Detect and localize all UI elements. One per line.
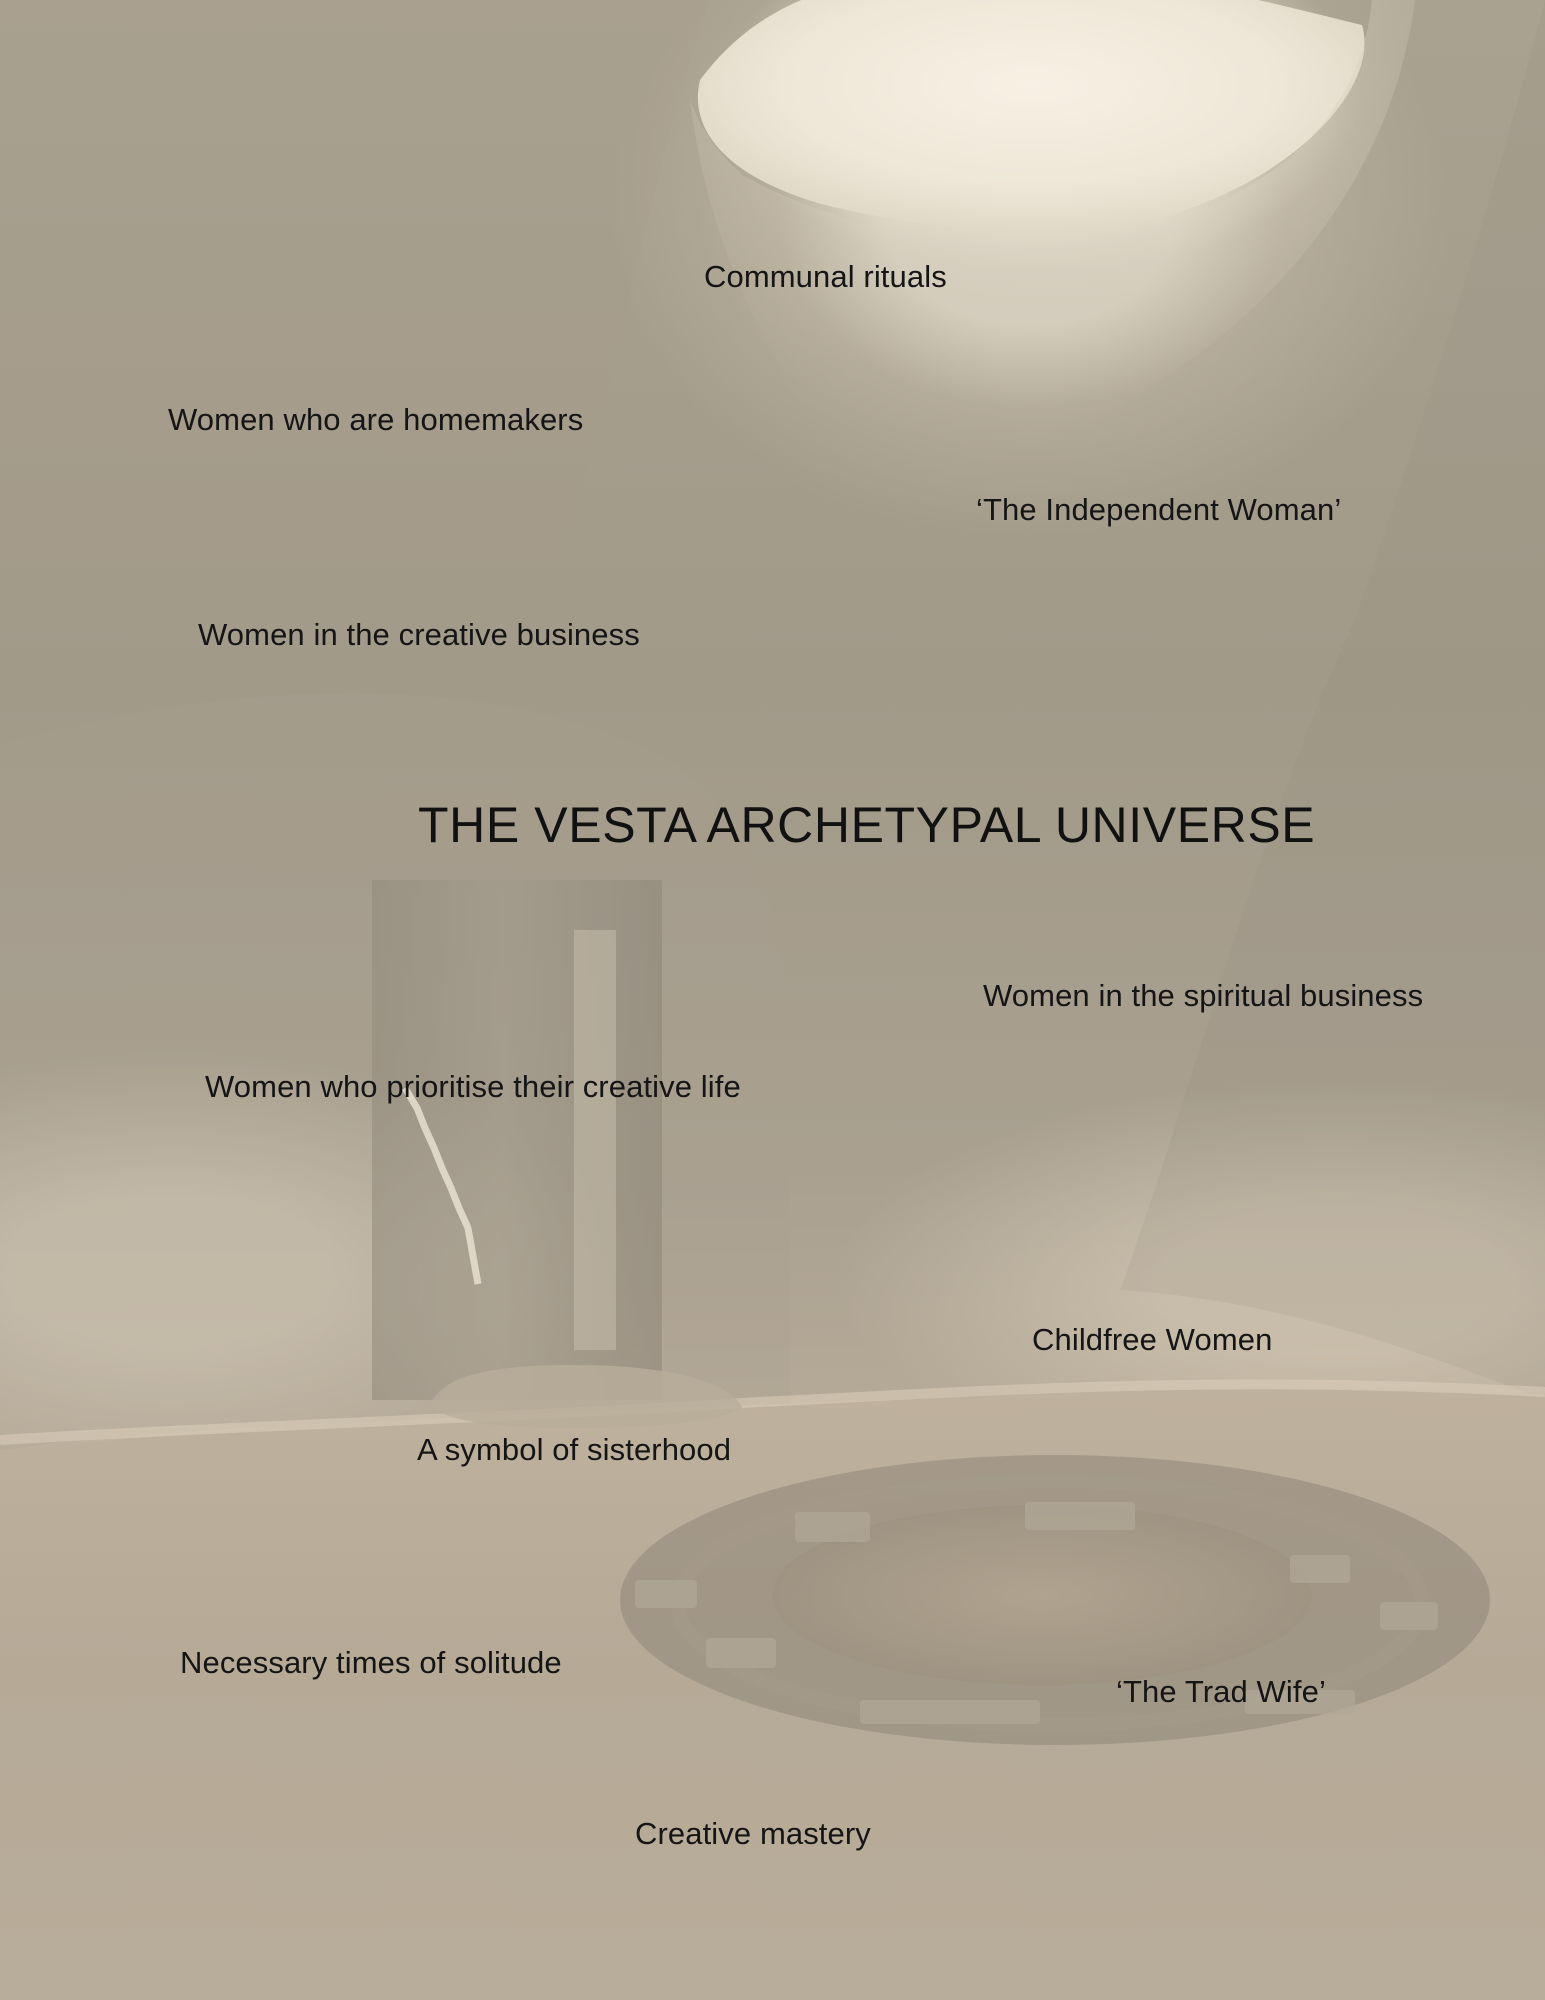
creative-mastery-label: Creative mastery (635, 1816, 871, 1851)
doorway (372, 880, 662, 1400)
sisterhood-label: A symbol of sisterhood (417, 1432, 732, 1467)
independent-woman-label: ‘The Independent Woman’ (976, 492, 1342, 527)
spiritual-business-label: Women in the spiritual business (983, 978, 1424, 1013)
homemakers-label: Women who are homemakers (168, 402, 584, 437)
trad-wife-label: ‘The Trad Wife’ (1116, 1674, 1326, 1709)
creative-business-label: Women in the creative business (198, 617, 640, 652)
page-title: THE VESTA ARCHETYPAL UNIVERSE (418, 797, 1316, 853)
childfree-women-label: Childfree Women (1032, 1322, 1273, 1357)
communal-rituals-label: Communal rituals (704, 259, 947, 294)
creative-life-label: Women who prioritise their creative life (205, 1069, 741, 1104)
solitude-label: Necessary times of solitude (180, 1645, 562, 1680)
doorway-inner-light (574, 930, 616, 1350)
left-wall-shadow (0, 0, 710, 775)
